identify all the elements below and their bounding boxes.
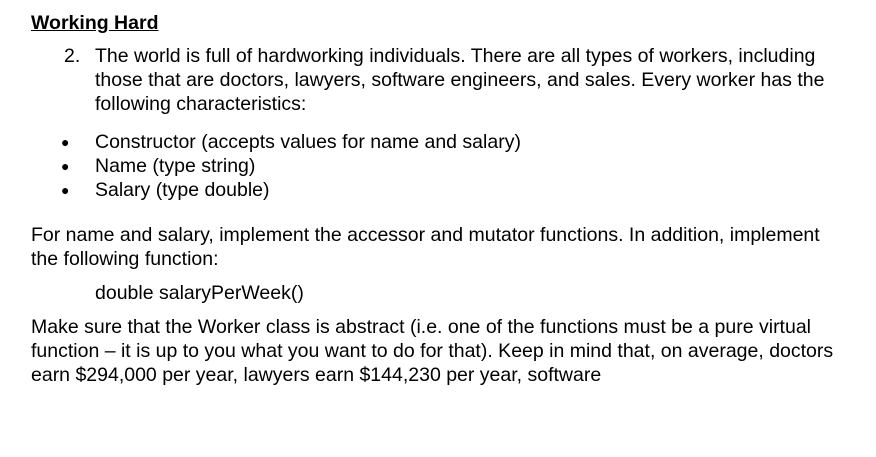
paragraph-accessors: For name and salary, implement the accessor and mutator functions. In addition, implement the following function:: [31, 224, 820, 270]
bullet-icon: ●: [61, 158, 70, 174]
document-body: [31, 11, 851, 397]
list-item-text: Constructor (accepts values for name and salary): [95, 131, 521, 153]
function-signature: double salaryPerWeek(): [95, 282, 304, 304]
list-item: [31, 130, 851, 154]
list-item: [31, 154, 851, 178]
item-text: The world is full of hardworking individuals. There are all types of workers, including those that are doctors, lawyers, software engineers, and sales. Every worker has the following characteristics:: [95, 45, 825, 115]
characteristics-list: [31, 130, 851, 202]
list-item-text: Salary (type double): [95, 179, 270, 201]
bullet-icon: ●: [61, 134, 70, 150]
section-heading: Working Hard: [31, 12, 159, 34]
bullet-icon: ●: [61, 182, 70, 198]
item-number: 2.: [64, 45, 81, 67]
list-item: [31, 178, 851, 202]
list-item-text: Name (type string): [95, 155, 256, 177]
numbered-item: [31, 44, 851, 116]
paragraph-abstract: Make sure that the Worker class is abstract (i.e. one of the functions must be a pure virtual function – it is up to you what you want to do for that). Keep in mind that, on average, doctors earn $294,000 per year, lawyers earn $144,230 per year, software: [31, 316, 834, 386]
